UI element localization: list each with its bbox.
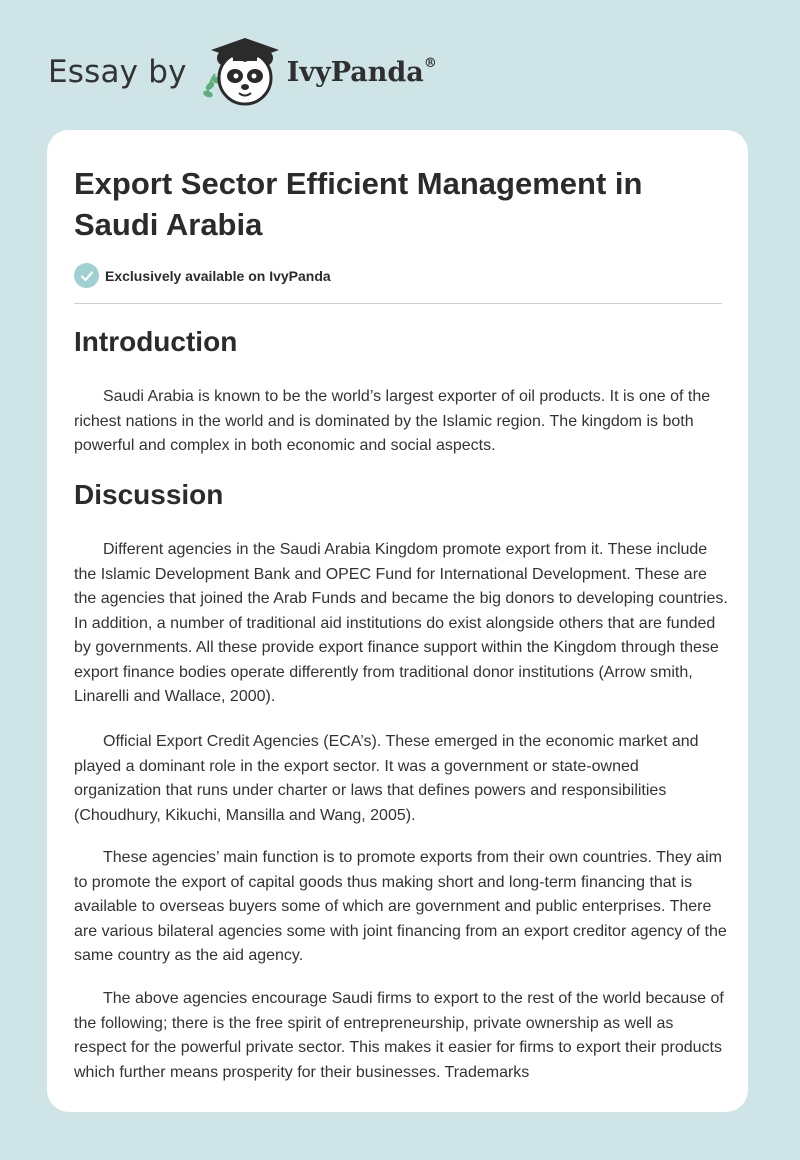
page-title: Export Sector Efficient Management in Saudi Arabia bbox=[74, 166, 643, 242]
paragraph: Different agencies in the Saudi Arabia Kingdom promote export from it. These include the Islamic Development Bank and OPEC Fund for International Development. These are the agencies that joined the Arab Funds and became the big donors to developing countries. In addition, a number of traditional aid institutions do exist alongside others that are funded by governments. All these provide export finance support within the Kingdom through these export finance bodies operate differently from traditional donor institutions (Arrow smith, Linarelli and Wallace, 2000). bbox=[74, 541, 728, 705]
article-card bbox=[47, 130, 748, 1112]
paragraph: Official Export Credit Agencies (ECA’s). These emerged in the economic market and played a dominant role in the export sector. It was a government or state-owned organization that runs under charter or laws that defines powers and responsibilities (Choudhury, Kikuchi, Mansilla and Wang, 2005). bbox=[74, 733, 699, 824]
essay-by-label: Essay by bbox=[48, 54, 187, 90]
section-heading-introduction: Introduction bbox=[74, 326, 238, 357]
paragraph: The above agencies encourage Saudi firms to export to the rest of the world because of the following; there is the free spirit of entrepreneurship, private ownership as well as respect for the powerful private sector. This makes it easier for firms to export their products which further means prosperity for their businesses. Trademarks bbox=[74, 990, 724, 1081]
paragraph: Saudi Arabia is known to be the world’s largest exporter of oil products. It is one of the richest nations in the world and is dominated by the Islamic region. The kingdom is both powerful and complex in both economic and social aspects. bbox=[74, 388, 711, 454]
section-heading-discussion: Discussion bbox=[74, 479, 224, 510]
badge-label: Exclusively available on IvyPanda bbox=[105, 267, 331, 284]
paragraph: These agencies’ main function is to promote exports from their own countries. They aim to promote the export of capital goods thus making short and long-term financing that is available to overseas buyers some of which are government and public enterprises. There are various bilateral agencies some with joint financing from an export creditor agency of the same country as the aid agency. bbox=[74, 849, 727, 964]
exclusive-badge bbox=[74, 263, 331, 288]
site-header bbox=[48, 34, 548, 110]
panda-logo-icon[interactable] bbox=[199, 34, 287, 110]
divider bbox=[74, 303, 722, 304]
brand-name[interactable]: IvyPanda® bbox=[286, 55, 437, 88]
check-circle-icon bbox=[74, 263, 99, 288]
registered-mark: ® bbox=[423, 55, 437, 71]
